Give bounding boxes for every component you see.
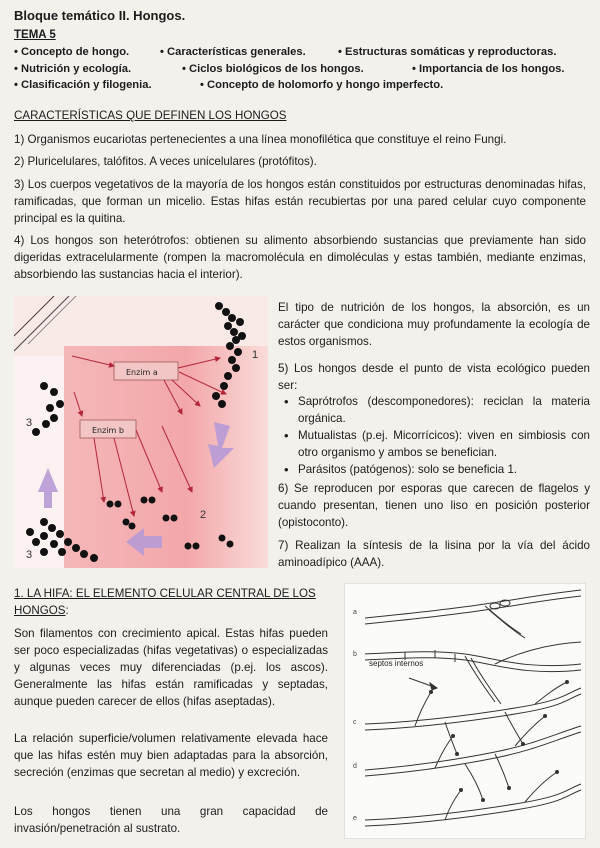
enzyme-absorption-figure — [14, 296, 268, 568]
characteristic-5: 5) Los hongos desde el punto de vista ecológico pueden ser: — [278, 362, 590, 392]
list-item: • Parásitos (patógenos): solo se beneficia 1. — [278, 461, 590, 478]
topic-item: • Concepto de holomorfo y hongo imperfecto. — [200, 79, 444, 91]
list-item: • Mutualistas (p.ej. Micorrícicos): viven en simbiosis con otro organismo y ambos se benefician. — [278, 427, 590, 461]
septos-label-text: septos internos — [369, 659, 424, 668]
ecology-list — [278, 393, 590, 478]
topic-item: • Nutrición y ecología. — [14, 63, 132, 75]
page-title: Bloque temático II. Hongos. — [14, 8, 186, 23]
characteristic-7: 7) Realizan la síntesis de la lisina por la vía del ácido aminoadípico (AAA). — [278, 539, 590, 569]
row-label-e: e — [353, 815, 357, 822]
hifa-heading-colon: : — [65, 604, 69, 617]
characteristic-2: 2) Pluricelulares, talófitos. A veces unicelulares (protófitos). — [14, 155, 317, 168]
figure-num-1: 1 — [252, 349, 259, 361]
figure-num-3a: 3 — [26, 417, 33, 429]
topic-item: • Características generales. — [160, 46, 306, 58]
topic-item: • Clasificación y filogenia. — [14, 79, 152, 91]
topic-item: • Ciclos biológicos de los hongos. — [182, 63, 364, 75]
enzim-a-label: Enzim a — [126, 368, 158, 377]
topic-item: • Importancia de los hongos. — [412, 63, 565, 75]
hifa-heading: 1. LA HIFA: EL ELEMENTO CELULAR CENTRAL DE LOS HONGOS — [14, 587, 316, 617]
enzim-b-label: Enzim b — [92, 426, 124, 435]
topic-item: • Concepto de hongo. — [14, 46, 130, 58]
characteristics-heading: CARACTERÍSTICAS QUE DEFINEN LOS HONGOS — [14, 109, 287, 122]
row-label-c: c — [353, 719, 357, 726]
characteristic-1: 1) Organismos eucariotas pertenecientes a una línea monofilética que constituye el reino Fungi. — [14, 133, 507, 146]
hifa-paragraph-3: Los hongos tienen una gran capacidad de invasión/penetración al sustrato. — [14, 805, 328, 835]
characteristic-4: 4) Los hongos son heterótrofos: obtienen su alimento absorbiendo sustancias que previamente han sido digeridas extracelularmente (rompen la macromolécula en dimoléculas y estas también, mediante enzimas, absorbiendo las sustancias hacia el interior). — [14, 234, 586, 281]
row-label-a: a — [353, 609, 357, 616]
hifa-paragraph-1: Son filamentos con crecimiento apical. Estas hifas pueden ser poco especializadas (hifas vegetativas) o especializadas y algunas veces muy diferenciadas (p.ej. los ascos). Generalmente las hifas están ramificadas y septadas, aunque pueden carecer de ellos (hifas aseptadas). — [14, 627, 328, 708]
hypha-figure — [344, 583, 586, 839]
characteristic-3: 3) Los cuerpos vegetativos de la mayoría de los hongos están constituidos por estructuras denominadas hifas, ramificadas, que forman un micelio. Estas hifas están recubiertas por una pared celular cuyo componente principal es la quitina. — [14, 178, 586, 225]
septos-label — [369, 659, 423, 668]
row-label-d: d — [353, 763, 357, 770]
row-label-b: b — [353, 651, 357, 658]
figure-num-3b: 3 — [26, 549, 33, 561]
list-item: • Saprótrofos (descomponedores): reciclan la materia orgánica. — [278, 393, 590, 427]
hypha-diagram — [345, 584, 585, 838]
nutrition-text: El tipo de nutrición de los hongos, la absorción, es un carácter que condiciona muy profundamente la ecología de estos organismos. — [278, 301, 590, 348]
hifa-heading-block — [14, 585, 328, 619]
hifa-paragraph-2: La relación superficie/volumen relativamente elevada hace que las hifas estén muy bien adaptadas para la absorción, secreción (enzimas que secretan al medio) y excreción. — [14, 732, 328, 779]
topic-item: • Estructuras somáticas y reproductoras. — [338, 46, 557, 58]
tema-label: TEMA 5 — [14, 29, 56, 41]
enzyme-diagram — [14, 296, 268, 568]
figure-num-2: 2 — [200, 509, 207, 521]
characteristic-6: 6) Se reproducen por esporas que carecen de flagelos y cuando presentan, tienen uno liso en posición posterior (opistoconto). — [278, 482, 590, 529]
